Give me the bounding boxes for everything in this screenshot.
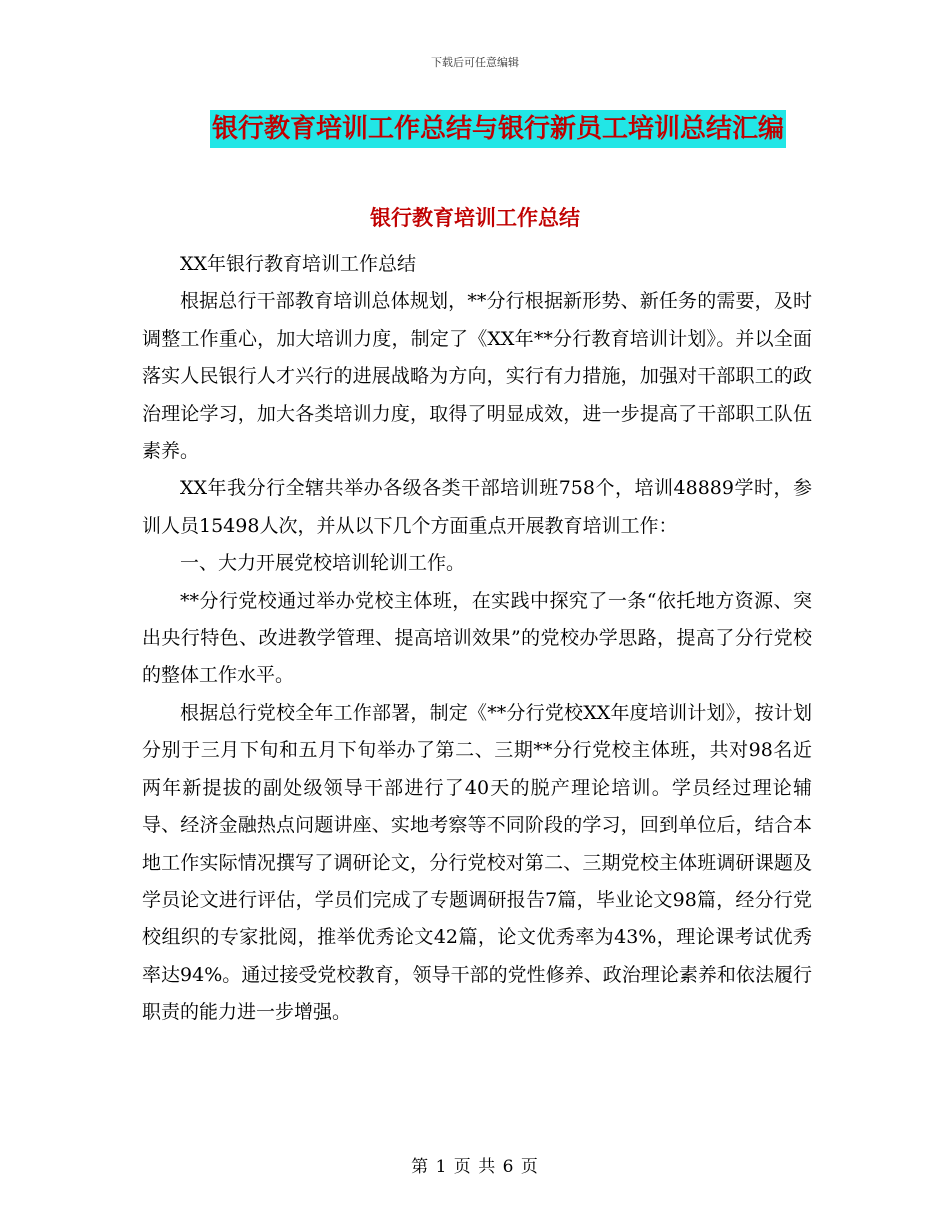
paragraph-subtitle: XX年银行教育培训工作总结 (180, 253, 417, 275)
section-title: 银行教育培训工作总结 (370, 206, 580, 230)
page-number: 第 1 页 共 6 页 (411, 1157, 539, 1177)
document-body (142, 246, 812, 1032)
paragraph-summary-stats: XX年我分行全辖共举办各级各类干部培训班758个，培训48889学时，参训人员15498人次，并从以下几个方面重点开展教育培训工作： (142, 477, 812, 537)
paragraph-intro: 根据总行干部教育培训总体规划，**分行根据新形势、新任务的需要，及时调整工作重心，加大培训力度，制定了《XX年**分行教育培训计划》。并以全面落实人民银行人才兴行的进展战略为方向，实行有力措施，加强对干部职工的政治理论学习，加大各类培训力度，取得了明显成效，进一步提高了干部职工队伍素养。 (142, 290, 812, 463)
main-title-container (0, 110, 950, 148)
paragraph-heading-one: 一、大力开展党校培训轮训工作。 (180, 552, 466, 575)
main-title: 银行教育培训工作总结与银行新员工培训总结汇编 (210, 110, 786, 148)
paragraph-training-plan: 根据总行党校全年工作部署，制定《**分行党校XX年度培训计划》，按计划分别于三月下旬和五月下旬举办了第二、三期**分行党校主体班，共对98名近两年新提拔的副处级领导干部进行了40天的脱产理论培训。学员经过理论辅导、经济金融热点问题讲座、实地考察等不同阶段的学习，回到单位后，结合本地工作实际情况撰写了调研论文，分行党校对第二、三期党校主体班调研课题及学员论文进行评估，学员们完成了专题调研报告7篇，毕业论文98篇，经分行党校组织的专家批阅，推举优秀论文42篇，论文优秀率为43%，理论课考试优秀率达94%。通过接受党校教育，领导干部的党性修养、政治理论素养和依法履行职责的能力进一步增强。 (142, 701, 812, 1024)
header-note: 下载后可任意编辑 (431, 56, 519, 69)
paragraph-party-school: **分行党校通过举办党校主体班，在实践中探究了一条“依托地方资源、突出央行特色、改进教学管理、提高培训效果”的党校办学思路，提高了分行党校的整体工作水平。 (142, 589, 812, 687)
